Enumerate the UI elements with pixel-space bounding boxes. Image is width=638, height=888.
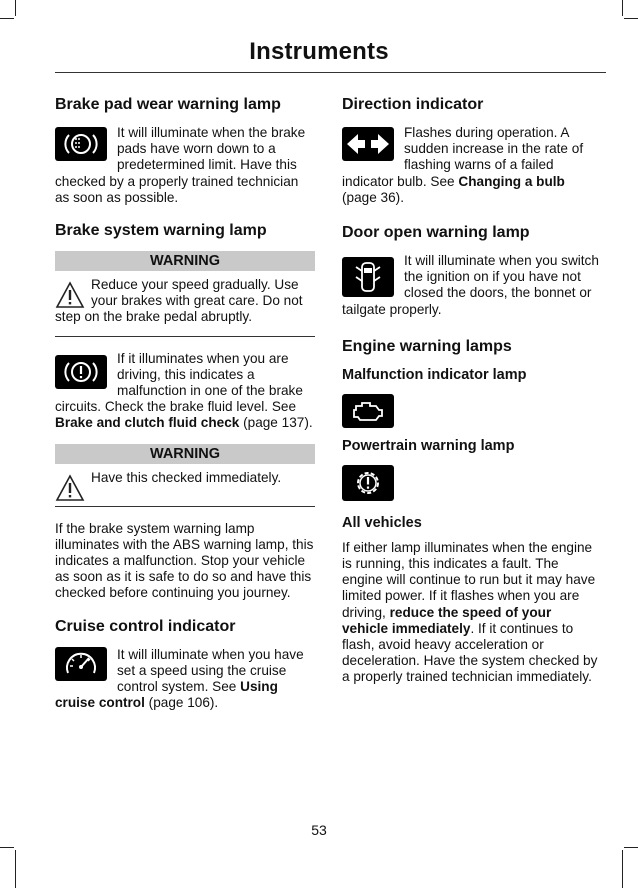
cruise-reference: Using cruise control xyxy=(55,679,278,711)
crop-mark xyxy=(15,0,16,16)
door-open-icon xyxy=(342,257,394,297)
direction-text-pre: Flashes during operation. A sudden increase in the rate of flashing warns of a failed indicator bulb. See xyxy=(342,125,584,189)
powertrain-gear-icon xyxy=(342,465,394,501)
cruise-heading: Cruise control indicator xyxy=(55,617,236,635)
all-vehicles-heading: All vehicles xyxy=(342,514,422,531)
header-rule xyxy=(55,72,606,73)
warning-triangle-icon xyxy=(55,474,85,502)
warning-triangle-icon xyxy=(55,281,85,309)
engine-emphasis: reduce the speed of your vehicle immediately xyxy=(342,604,552,636)
brake-system-text-pre: If it illuminates when you are driving, this indicates a malfunction in one of the brake circuits. Check the brake fluid level. See xyxy=(55,350,303,415)
divider xyxy=(55,336,315,337)
crop-mark xyxy=(622,0,623,16)
brake-system-text-post: (page 137). xyxy=(239,415,313,431)
powertrain-heading: Powertrain warning lamp xyxy=(342,437,515,454)
abs-text: If the brake system warning lamp illuminates with the ABS warning lamp, this indicates a malfunction. Stop your vehicle as soon as it is safe to do so and have this checked before continuing you journey. xyxy=(55,520,314,601)
divider xyxy=(55,506,315,507)
brake-system-heading: Brake system warning lamp xyxy=(55,222,267,240)
brake-pad-wear-icon xyxy=(55,127,107,161)
brake-pad-text: It will illuminate when the brake pads have worn down to a predetermined limit. Have this checked by a properly trained technician as soon as possible. xyxy=(55,125,306,205)
warning-banner: WARNING xyxy=(55,444,315,464)
crop-mark xyxy=(624,18,638,19)
page-title: Instruments xyxy=(249,38,389,65)
cruise-control-icon xyxy=(55,647,107,681)
brake-fluid-reference: Brake and clutch fluid check xyxy=(55,415,240,431)
direction-arrows-icon xyxy=(342,127,394,161)
direction-heading: Direction indicator xyxy=(342,96,484,113)
left-column xyxy=(55,96,315,711)
page-number: 53 xyxy=(311,822,327,838)
crop-mark xyxy=(624,847,638,848)
warning-text: Have this checked immediately. xyxy=(91,469,282,485)
brake-system-icon xyxy=(55,355,107,389)
crop-mark xyxy=(622,850,623,888)
door-text: It will illuminate when you switch the ignition on if you have not closed the doors, the bonnet or tailgate properly. xyxy=(342,253,599,317)
engine-text xyxy=(342,540,600,686)
engine-text-post: . If it continues to flash, avoid heavy acceleration or deceleration. Have the system checked by a properly trained technician immediately. xyxy=(342,620,598,685)
warning-banner: WARNING xyxy=(55,251,315,271)
warning-text: Reduce your speed gradually. Use your brakes with great care. Do not step on the brake pedal abruptly. xyxy=(55,277,303,325)
engine-icon xyxy=(342,394,394,428)
door-heading: Door open warning lamp xyxy=(342,224,530,242)
bulb-reference: Changing a bulb xyxy=(458,173,565,189)
right-column xyxy=(342,96,600,686)
direction-text-post: (page 36). xyxy=(342,189,404,205)
crop-mark xyxy=(0,18,14,19)
cruise-text-pre: It will illuminate when you have set a speed using the cruise control system. See xyxy=(117,646,304,695)
brake-pad-heading: Brake pad wear warning lamp xyxy=(55,96,281,113)
crop-mark xyxy=(15,850,16,888)
engine-text-pre: If either lamp illuminates when the engine is running, this indicates a fault. The engine will continue to run but it may have limited power. If it flashes when you are driving, xyxy=(342,539,596,620)
cruise-text-post: (page 106). xyxy=(144,695,219,711)
engine-heading: Engine warning lamps xyxy=(342,337,512,355)
malfunction-heading: Malfunction indicator lamp xyxy=(342,366,527,383)
crop-mark xyxy=(0,847,14,848)
